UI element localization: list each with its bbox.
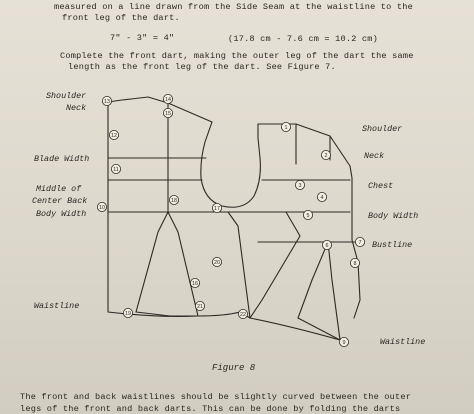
front-waist [250,262,360,340]
svg-text:10: 10 [99,205,105,211]
label-blade-width: Blade Width [34,154,90,164]
marker-15 [163,108,172,117]
marker-17 [212,203,221,212]
back-armhole [201,122,261,207]
svg-text:17: 17 [214,206,220,212]
svg-text:6: 6 [325,243,329,249]
marker-11 [111,164,120,173]
marker-9 [339,337,348,346]
back-dart [136,212,198,316]
equation: 7" - 3" = 4" [110,33,175,43]
marker-14 [163,94,172,103]
marker-3 [295,180,304,189]
front-shoulder [258,124,350,166]
marker-7 [355,237,364,246]
intro-line-1: measured on a line drawn from the Side Seam at the waistline to the [54,2,413,12]
marker-22 [238,309,247,318]
svg-text:21: 21 [197,304,203,310]
marker-10 [97,202,106,211]
svg-text:18: 18 [171,198,177,204]
svg-text:5: 5 [306,213,310,219]
marker-5 [303,210,312,219]
svg-text:12: 12 [111,133,117,139]
intro-line-2: front leg of the dart. [62,13,180,23]
metric-equation: (17.8 cm - 7.6 cm = 10.2 cm) [228,34,378,44]
marker-8 [350,258,359,267]
svg-text:20: 20 [214,260,220,266]
footer-line-2: legs of the front and back darts. This can be done by folding the darts [20,404,401,414]
back-shoulder [108,97,212,122]
label-shoulder-right: Shoulder [362,124,403,134]
svg-text:1: 1 [284,125,288,131]
svg-text:15: 15 [165,111,171,117]
svg-text:8: 8 [353,261,357,267]
figure-caption: Figure 8 [212,363,256,373]
svg-text:22: 22 [240,312,246,318]
label-chest: Chest [368,181,394,191]
marker-13 [102,96,111,105]
svg-text:11: 11 [113,167,119,173]
label-body-width-left: Body Width [36,209,87,219]
marker-20 [212,257,221,266]
front-dart [298,242,340,340]
label-center-back: Center Back [32,196,88,206]
marker-18 [169,195,178,204]
label-shoulder-left: Shoulder [46,91,87,101]
intro-line-3: Complete the front dart, making the outer leg of the dart the same [60,51,414,61]
marker-12 [109,130,118,139]
label-body-width-right: Body Width [368,211,419,221]
label-middle-of: Middle of [36,184,82,194]
back-side [228,212,250,318]
back-outline [108,102,250,318]
marker-21 [195,301,204,310]
front-hem [298,318,340,340]
footer-line-1: The front and back waistlines should be slightly curved between the outer [20,392,412,402]
svg-text:2: 2 [324,153,328,159]
label-neck-right: Neck [364,151,385,161]
svg-text:4: 4 [320,195,324,201]
svg-text:3: 3 [298,183,302,189]
svg-text:19: 19 [125,311,131,317]
front-side [250,212,300,318]
label-bustline: Bustline [372,240,413,250]
label-waistline-right: Waistline [380,337,426,347]
label-neck-left: Neck [66,103,87,113]
svg-text:9: 9 [342,340,346,346]
svg-text:7: 7 [358,240,362,246]
label-waistline-left: Waistline [34,301,80,311]
marker-4 [317,192,326,201]
front-center [350,166,358,262]
svg-text:13: 13 [104,99,110,105]
marker-6 [322,240,331,249]
marker-16 [190,278,199,287]
marker-2 [321,150,330,159]
svg-text:16: 16 [192,281,198,287]
marker-1 [281,122,290,131]
marker-19 [123,308,132,317]
svg-text:14: 14 [165,97,171,103]
intro-line-4: length as the front leg of the dart. See Figure 7. [68,62,336,72]
